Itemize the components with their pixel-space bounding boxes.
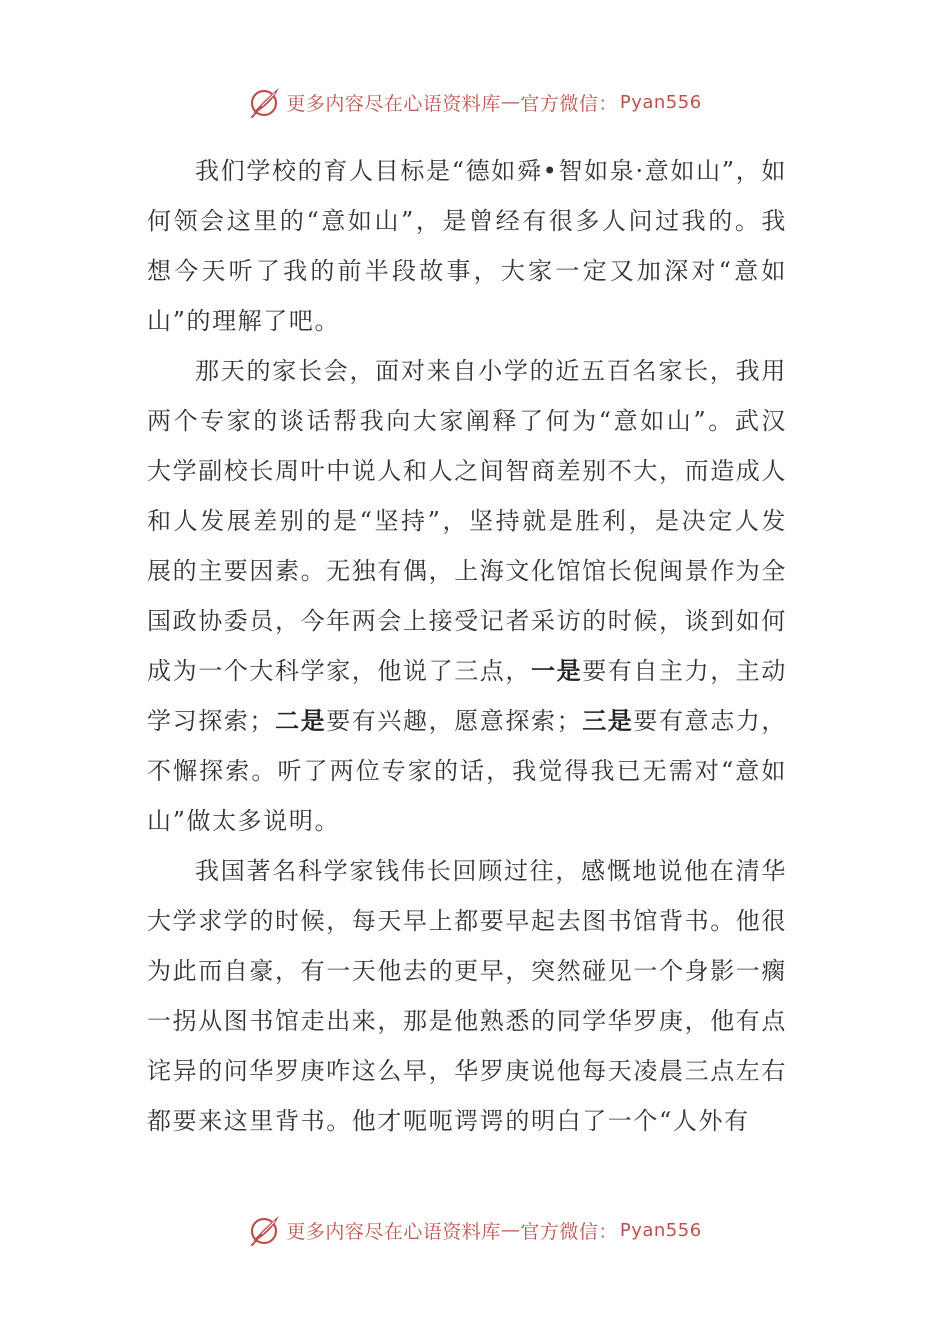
paragraph-2 [147, 346, 787, 846]
quill-pen-logo-icon [248, 85, 282, 119]
quill-pen-logo-icon [248, 1213, 282, 1247]
emphasis-third: 三是 [582, 706, 634, 735]
emphasis-second: 二是 [275, 706, 327, 735]
paragraph-2-text-c: 要有自主力，主动学习探索； [147, 657, 788, 735]
paragraph-1: 我们学校的育人目标是“德如舜•智如泉·意如山”，如何领会这里的“意如山”，是曾经有很多人问过我的。我想今天听了我的前半段故事，大家一定又加深对“意如山”的理解了吧。 [147, 157, 787, 335]
emphasis-first: 一是 [531, 656, 583, 685]
paragraph-2-text-e: 要有意志力，不懈探索。听了两位专家的话，我觉得我已无需对“意如山”做太多说明。 [147, 707, 788, 835]
watermark-dash: — [500, 91, 521, 113]
paragraph-2-text-a: 那天的家长会，面对来自小学的近五百名家长，我用两个专家的谈话帮我向大家阐释了何为“意如山”。武汉大学副校长周叶中说人和人之间智商差别不大，而造成人和人发展差别的是“坚持”，坚持就是胜利，是决定人发展的主要因素。无独有偶，上海文化馆馆长倪闽景作为全国政协委员，今年两会上接受记者采访的时候，谈到如何成为一个大科学家，他说了三点， [147, 357, 787, 685]
watermark-brand: 更多内容尽在心语资料库 [286, 1220, 501, 1243]
watermark-dash: — [500, 1219, 521, 1241]
watermark-official-label: 官方微信： [520, 92, 618, 115]
watermark-brand: 更多内容尽在心语资料库 [286, 92, 501, 115]
document-body [147, 146, 787, 1146]
header-watermark [0, 82, 950, 122]
watermark-wechat-id: Pyan556 [619, 91, 702, 113]
watermark-official-label: 官方微信： [520, 1220, 618, 1243]
paragraph-3: 我国著名科学家钱伟长回顾过往，感慨地说他在清华大学求学的时候，每天早上都要早起去图书馆背书。他很为此而自豪，有一天他去的更早，突然碰见一个身影一瘸一拐从图书馆走出来，那是他熟悉的同学华罗庚，他有点诧异的问华罗庚咋这么早，华罗庚说他每天凌晨三点左右都要来这里背书。他才呃呃谔谔的明白了一个“人外有 [147, 857, 787, 1135]
watermark-wechat-id: Pyan556 [619, 1219, 702, 1241]
paragraph-2-text-d: 要有兴趣，愿意探索； [326, 707, 583, 735]
footer-watermark [0, 1210, 950, 1250]
